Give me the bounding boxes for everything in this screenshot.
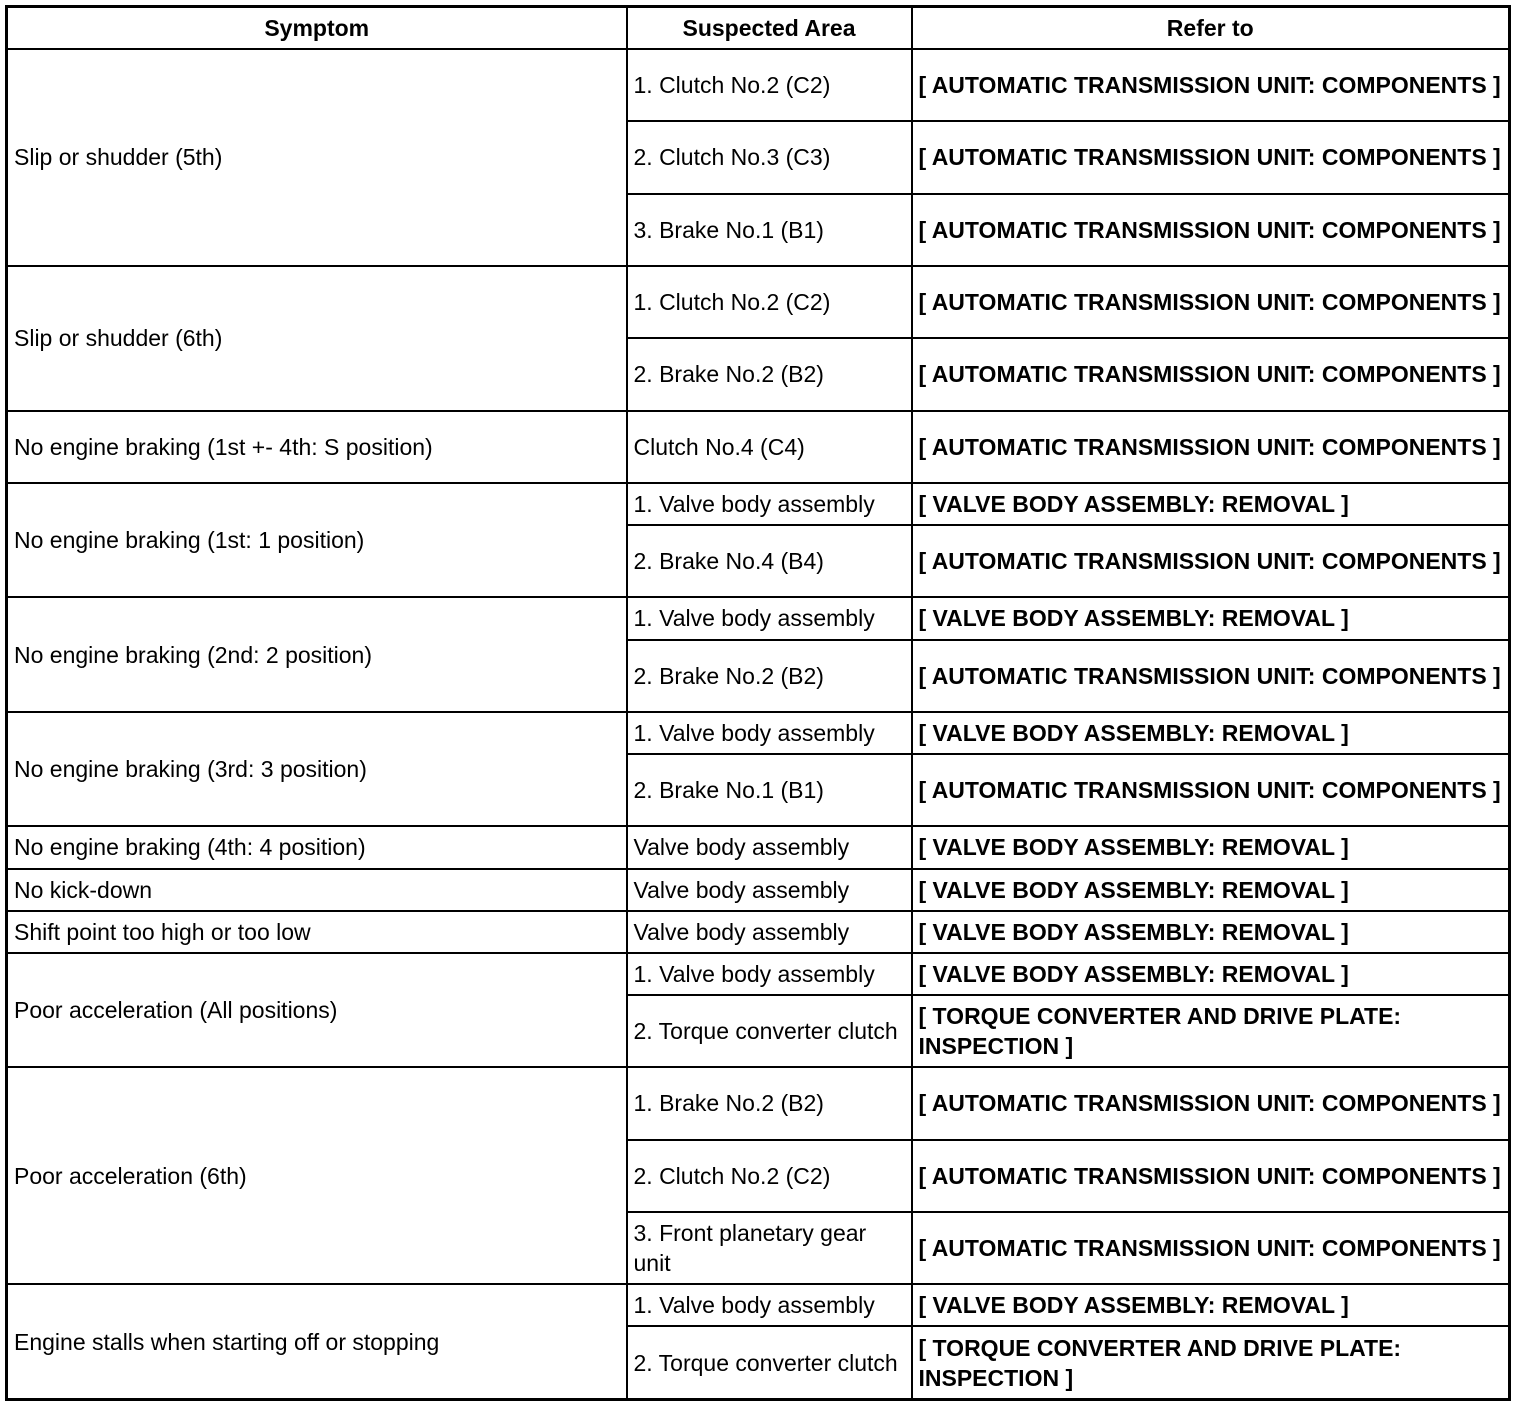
- refer-to-cell: [ AUTOMATIC TRANSMISSION UNIT: COMPONENTS ]: [912, 525, 1510, 597]
- suspected-area-cell: 2. Brake No.2 (B2): [627, 640, 912, 712]
- refer-to-cell: [ AUTOMATIC TRANSMISSION UNIT: COMPONENTS ]: [912, 754, 1510, 826]
- refer-to-cell: [ VALVE BODY ASSEMBLY: REMOVAL ]: [912, 483, 1510, 525]
- suspected-area-cell: 1. Valve body assembly: [627, 483, 912, 525]
- symptom-cell: Slip or shudder (5th): [7, 49, 627, 266]
- suspected-area-cell: 1. Valve body assembly: [627, 712, 912, 754]
- suspected-area-cell: 1. Clutch No.2 (C2): [627, 266, 912, 338]
- refer-to-cell: [ AUTOMATIC TRANSMISSION UNIT: COMPONENTS ]: [912, 194, 1510, 266]
- symptom-cell: Slip or shudder (6th): [7, 266, 627, 411]
- table-row: [7, 597, 1510, 639]
- refer-to-cell: [ AUTOMATIC TRANSMISSION UNIT: COMPONENTS ]: [912, 1067, 1510, 1139]
- table-row: [7, 911, 1510, 953]
- refer-to-cell: [ TORQUE CONVERTER AND DRIVE PLATE: INSPECTION ]: [912, 995, 1510, 1067]
- header-suspected-area: Suspected Area: [627, 7, 912, 50]
- symptom-table: [5, 5, 1511, 1401]
- suspected-area-cell: 2. Clutch No.3 (C3): [627, 121, 912, 193]
- table-row: [7, 953, 1510, 995]
- header-symptom: Symptom: [7, 7, 627, 50]
- refer-to-cell: [ VALVE BODY ASSEMBLY: REMOVAL ]: [912, 597, 1510, 639]
- suspected-area-cell: 2. Brake No.2 (B2): [627, 338, 912, 410]
- refer-to-cell: [ AUTOMATIC TRANSMISSION UNIT: COMPONENTS ]: [912, 1140, 1510, 1212]
- symptom-cell: No kick-down: [7, 869, 627, 911]
- table-row: [7, 49, 1510, 121]
- table-row: [7, 1067, 1510, 1139]
- refer-to-cell: [ VALVE BODY ASSEMBLY: REMOVAL ]: [912, 911, 1510, 953]
- refer-to-cell: [ AUTOMATIC TRANSMISSION UNIT: COMPONENTS ]: [912, 121, 1510, 193]
- table-row: [7, 483, 1510, 525]
- suspected-area-cell: 1. Brake No.2 (B2): [627, 1067, 912, 1139]
- suspected-area-cell: Valve body assembly: [627, 869, 912, 911]
- symptom-cell: Shift point too high or too low: [7, 911, 627, 953]
- symptom-cell: No engine braking (3rd: 3 position): [7, 712, 627, 826]
- suspected-area-cell: 2. Brake No.4 (B4): [627, 525, 912, 597]
- refer-to-cell: [ TORQUE CONVERTER AND DRIVE PLATE: INSPECTION ]: [912, 1326, 1510, 1399]
- symptom-cell: No engine braking (1st: 1 position): [7, 483, 627, 597]
- suspected-area-cell: Valve body assembly: [627, 826, 912, 868]
- symptom-cell: Poor acceleration (6th): [7, 1067, 627, 1284]
- refer-to-cell: [ VALVE BODY ASSEMBLY: REMOVAL ]: [912, 712, 1510, 754]
- table-row: [7, 712, 1510, 754]
- refer-to-cell: [ AUTOMATIC TRANSMISSION UNIT: COMPONENTS ]: [912, 640, 1510, 712]
- suspected-area-cell: 1. Valve body assembly: [627, 1284, 912, 1326]
- suspected-area-cell: 2. Brake No.1 (B1): [627, 754, 912, 826]
- table-row: [7, 869, 1510, 911]
- refer-to-cell: [ AUTOMATIC TRANSMISSION UNIT: COMPONENTS ]: [912, 411, 1510, 483]
- header-row: [7, 7, 1510, 50]
- suspected-area-cell: 1. Valve body assembly: [627, 953, 912, 995]
- refer-to-cell: [ AUTOMATIC TRANSMISSION UNIT: COMPONENTS ]: [912, 338, 1510, 410]
- refer-to-cell: [ VALVE BODY ASSEMBLY: REMOVAL ]: [912, 869, 1510, 911]
- symptom-cell: Poor acceleration (All positions): [7, 953, 627, 1067]
- table-row: [7, 266, 1510, 338]
- suspected-area-cell: 2. Clutch No.2 (C2): [627, 1140, 912, 1212]
- header-refer-to: Refer to: [912, 7, 1510, 50]
- suspected-area-cell: 3. Front planetary gear unit: [627, 1212, 912, 1284]
- table-row: [7, 1284, 1510, 1326]
- refer-to-cell: [ VALVE BODY ASSEMBLY: REMOVAL ]: [912, 826, 1510, 868]
- refer-to-cell: [ AUTOMATIC TRANSMISSION UNIT: COMPONENTS ]: [912, 49, 1510, 121]
- symptom-cell: No engine braking (4th: 4 position): [7, 826, 627, 868]
- refer-to-cell: [ AUTOMATIC TRANSMISSION UNIT: COMPONENTS ]: [912, 266, 1510, 338]
- suspected-area-cell: Valve body assembly: [627, 911, 912, 953]
- table-row: [7, 411, 1510, 483]
- symptom-cell: Engine stalls when starting off or stopping: [7, 1284, 627, 1399]
- refer-to-cell: [ VALVE BODY ASSEMBLY: REMOVAL ]: [912, 1284, 1510, 1326]
- table-row: [7, 826, 1510, 868]
- suspected-area-cell: 3. Brake No.1 (B1): [627, 194, 912, 266]
- suspected-area-cell: 2. Torque converter clutch: [627, 1326, 912, 1399]
- suspected-area-cell: 1. Clutch No.2 (C2): [627, 49, 912, 121]
- suspected-area-cell: 2. Torque converter clutch: [627, 995, 912, 1067]
- suspected-area-cell: Clutch No.4 (C4): [627, 411, 912, 483]
- refer-to-cell: [ VALVE BODY ASSEMBLY: REMOVAL ]: [912, 953, 1510, 995]
- symptom-cell: No engine braking (2nd: 2 position): [7, 597, 627, 711]
- refer-to-cell: [ AUTOMATIC TRANSMISSION UNIT: COMPONENTS ]: [912, 1212, 1510, 1284]
- symptom-cell: No engine braking (1st +- 4th: S position): [7, 411, 627, 483]
- suspected-area-cell: 1. Valve body assembly: [627, 597, 912, 639]
